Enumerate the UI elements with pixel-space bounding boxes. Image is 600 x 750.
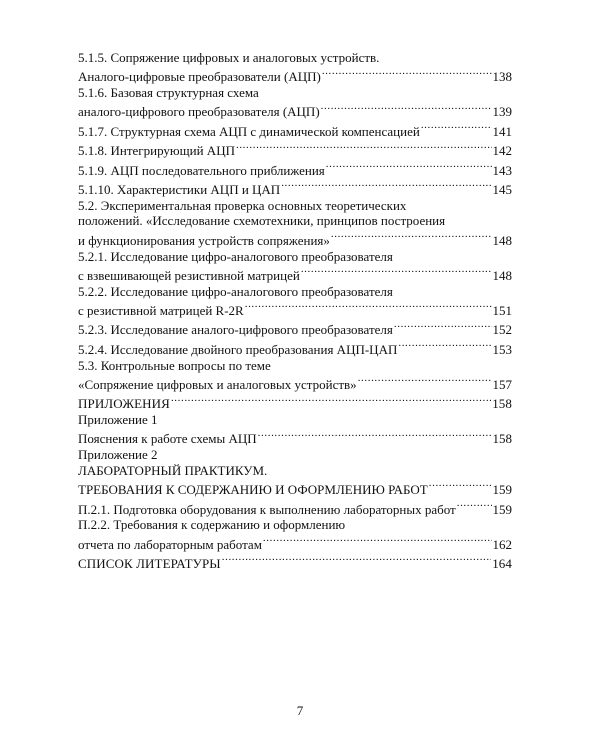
toc-entry[interactable] bbox=[78, 284, 512, 319]
toc-entry-line bbox=[78, 338, 512, 357]
toc-entry-line bbox=[78, 264, 512, 283]
toc-entry-title: 5.1.5. Сопряжение цифровых и аналоговых устройств. bbox=[78, 50, 380, 65]
dot-leader bbox=[263, 533, 492, 549]
page-number: 7 bbox=[296, 703, 304, 718]
dot-leader bbox=[429, 479, 492, 495]
toc-entry-line bbox=[78, 229, 512, 248]
toc-entry-line bbox=[78, 428, 512, 447]
toc-entry[interactable] bbox=[78, 85, 512, 120]
toc-page-number: 148 bbox=[492, 232, 512, 248]
toc-entry[interactable] bbox=[78, 552, 512, 571]
toc-entry[interactable] bbox=[78, 358, 512, 393]
toc-page-number: 141 bbox=[492, 123, 512, 139]
toc-entry-title: и функционирования устройств сопряжения» bbox=[78, 232, 330, 248]
toc-page-number: 142 bbox=[492, 143, 512, 159]
dot-leader bbox=[281, 178, 491, 194]
toc-entry-line bbox=[78, 120, 512, 139]
toc-entry-title: аналого-цифрового преобразователя (АЦП) bbox=[78, 104, 320, 120]
toc-entry-line bbox=[78, 393, 512, 412]
toc-page-number: 159 bbox=[492, 501, 512, 517]
toc-entry-title: Приложение 1 bbox=[78, 412, 158, 427]
toc-entry-title: П.2.2. Требования к содержанию и оформлению bbox=[78, 517, 346, 533]
table-of-contents bbox=[78, 50, 512, 572]
toc-entry-title: Пояснения к работе схемы АЦП bbox=[78, 431, 257, 447]
toc-entry-line bbox=[78, 552, 512, 571]
toc-entry[interactable] bbox=[78, 447, 512, 498]
toc-page-number: 158 bbox=[492, 396, 512, 412]
toc-entry-line bbox=[78, 66, 512, 85]
dot-leader bbox=[394, 319, 492, 335]
toc-entry[interactable] bbox=[78, 393, 512, 412]
toc-entry[interactable] bbox=[78, 50, 512, 85]
toc-page-number: 145 bbox=[492, 182, 512, 198]
toc-entry-title: СПИСОК ЛИТЕРАТУРЫ bbox=[78, 556, 221, 572]
toc-entry-title: 5.1.6. Базовая структурная схема bbox=[78, 85, 259, 101]
toc-page-number: 153 bbox=[492, 341, 512, 357]
toc-entry-line bbox=[78, 299, 512, 318]
toc-entry[interactable] bbox=[78, 249, 512, 284]
toc-entry-line bbox=[78, 159, 512, 178]
toc-entry-title: Приложение 2 bbox=[78, 447, 158, 463]
toc-entry-line bbox=[78, 178, 512, 197]
toc-entry-line bbox=[78, 479, 512, 498]
dot-leader bbox=[258, 428, 492, 444]
toc-entry[interactable] bbox=[78, 198, 512, 249]
toc-entry-title: 5.1.8. Интегрирующий АЦП bbox=[78, 143, 235, 159]
dot-leader bbox=[245, 299, 492, 315]
toc-entry-title: 5.1.10. Характеристики АЦП и ЦАП bbox=[78, 182, 281, 198]
toc-entry-line bbox=[78, 319, 512, 338]
toc-entry-title: 5.2.4. Исследование двойного преобразования АЦП-ЦАП bbox=[78, 341, 398, 357]
toc-page-number: 148 bbox=[492, 267, 512, 283]
toc-entry-title: 5.1.7. Структурная схема АЦП с динамической компенсацией bbox=[78, 123, 420, 139]
dot-leader bbox=[457, 498, 492, 514]
dot-leader bbox=[222, 552, 491, 568]
toc-entry[interactable] bbox=[78, 159, 512, 178]
toc-entry-title: положений. «Исследование схемотехники, принципов построения bbox=[78, 213, 446, 229]
toc-entry-title: Аналого-цифровые преобразователи (АЦП) bbox=[78, 69, 321, 85]
toc-entry-title: отчета по лабораторным работам bbox=[78, 536, 262, 552]
dot-leader bbox=[421, 120, 492, 136]
toc-page-number: 138 bbox=[492, 69, 512, 85]
toc-page-number: 158 bbox=[492, 431, 512, 447]
toc-entry-title: с взвешивающей резистивной матрицей bbox=[78, 267, 300, 283]
toc-page-number: 159 bbox=[492, 482, 512, 498]
toc-entry-title: ТРЕБОВАНИЯ К СОДЕРЖАНИЮ И ОФОРМЛЕНИЮ РАБОТ bbox=[78, 482, 428, 498]
toc-page-number: 139 bbox=[492, 104, 512, 120]
toc-entry-title: П.2.1. Подготовка оборудования к выполнению лабораторных работ bbox=[78, 501, 456, 517]
toc-entry[interactable] bbox=[78, 517, 512, 552]
toc-entry-title: «Сопряжение цифровых и аналоговых устройств» bbox=[78, 376, 357, 392]
toc-entry[interactable] bbox=[78, 120, 512, 139]
toc-entry[interactable] bbox=[78, 319, 512, 338]
toc-page-number: 152 bbox=[492, 322, 512, 338]
toc-page-number: 143 bbox=[492, 162, 512, 178]
toc-entry-title: 5.2. Экспериментальная проверка основных теоретических bbox=[78, 197, 407, 213]
toc-entry-line bbox=[78, 373, 512, 392]
toc-entry-line bbox=[78, 533, 512, 552]
toc-entry-title: 5.2.1. Исследование цифро-аналогового преобразователя bbox=[78, 248, 393, 264]
toc-entry[interactable] bbox=[78, 498, 512, 517]
toc-page-number: 157 bbox=[492, 376, 512, 392]
toc-entry[interactable] bbox=[78, 338, 512, 357]
dot-leader bbox=[236, 140, 492, 156]
dot-leader bbox=[398, 338, 491, 354]
toc-entry-line bbox=[78, 101, 512, 120]
dot-leader bbox=[301, 264, 492, 280]
toc-page-number: 151 bbox=[492, 303, 512, 319]
dot-leader bbox=[322, 66, 492, 82]
toc-entry-title: 5.2.3. Исследование аналого-цифрового преобразователя bbox=[78, 322, 393, 338]
toc-entry-line bbox=[78, 140, 512, 159]
dot-leader bbox=[326, 159, 492, 175]
toc-entry-title: ЛАБОРАТОРНЫЙ ПРАКТИКУМ. bbox=[78, 462, 268, 478]
dot-leader bbox=[331, 229, 492, 245]
toc-entry-title: 5.3. Контрольные вопросы по теме bbox=[78, 357, 271, 373]
toc-entry-line bbox=[78, 498, 512, 517]
toc-entry-title: 5.1.9. АЦП последовательного приближения bbox=[78, 162, 325, 178]
toc-entry[interactable] bbox=[78, 178, 512, 197]
toc-page-number: 164 bbox=[492, 556, 512, 572]
toc-entry[interactable] bbox=[78, 412, 512, 447]
dot-leader bbox=[321, 101, 492, 117]
toc-entry-title: ПРИЛОЖЕНИЯ bbox=[78, 396, 170, 412]
dot-leader bbox=[171, 393, 491, 409]
toc-entry-title: 5.2.2. Исследование цифро-аналогового преобразователя bbox=[78, 283, 393, 299]
dot-leader bbox=[358, 373, 492, 389]
toc-page-number: 162 bbox=[492, 536, 512, 552]
toc-entry-title: с резистивной матрицей R-2R bbox=[78, 303, 244, 319]
toc-entry[interactable] bbox=[78, 140, 512, 159]
